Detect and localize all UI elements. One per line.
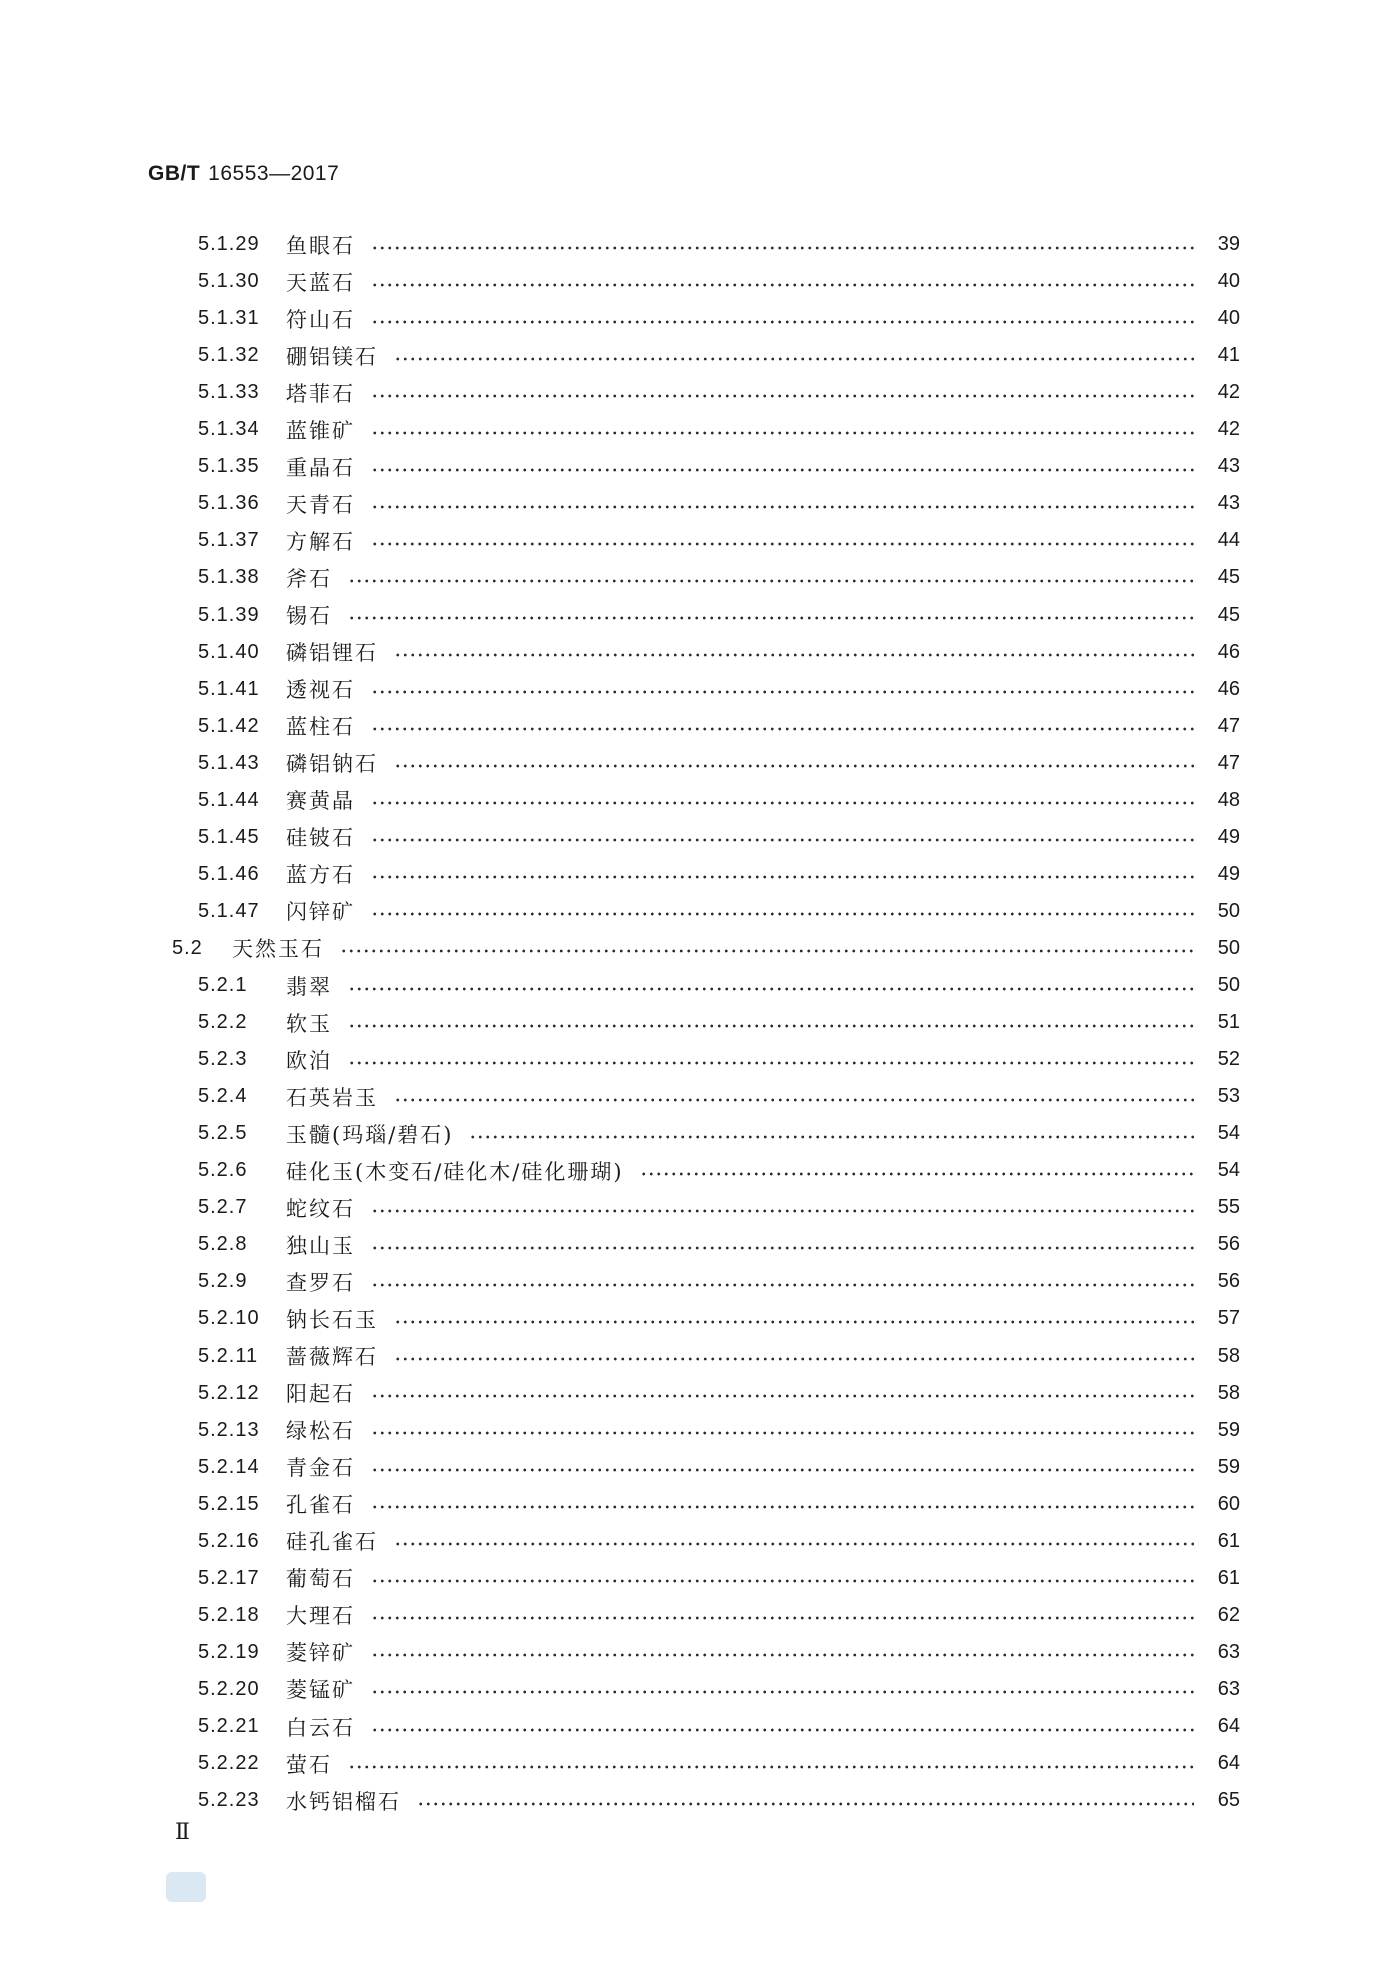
toc-entry[interactable] — [0, 708, 1390, 745]
toc-entry-page: 64 — [1217, 1715, 1240, 1737]
toc-entry-number: 5.2.19 — [198, 1640, 260, 1663]
toc-entry-page: 57 — [1217, 1307, 1240, 1330]
toc-entry-page: 61 — [1217, 1566, 1240, 1589]
toc-entry-title: 蓝柱石 — [286, 715, 355, 740]
toc-entry-title: 天蓝石 — [286, 270, 355, 295]
toc-entry-title: 蓝方石 — [286, 863, 355, 888]
toc-entry-number: 5.2.9 — [198, 1270, 248, 1293]
toc-entry-number: 5.1.29 — [198, 233, 260, 255]
toc-entry-number: 5.1.38 — [198, 566, 260, 589]
dot-leader — [371, 394, 1194, 398]
toc-entry[interactable] — [0, 1782, 1390, 1819]
toc-entry-number: 5.2.15 — [198, 1492, 260, 1515]
toc-entry-page: 40 — [1217, 307, 1240, 330]
toc-entry-title: 白云石 — [286, 1715, 355, 1740]
toc-entry[interactable] — [0, 1263, 1390, 1300]
dot-leader — [371, 1394, 1194, 1398]
dot-leader — [371, 1505, 1194, 1509]
toc-entry-number: 5.2.12 — [198, 1381, 260, 1404]
dot-leader — [640, 1172, 1194, 1176]
dot-leader — [371, 505, 1194, 509]
toc-entry-title: 硅铍石 — [286, 826, 355, 851]
dot-leader — [371, 1468, 1194, 1472]
toc-entry[interactable] — [0, 1486, 1390, 1523]
toc-entry-page: 58 — [1217, 1344, 1240, 1367]
toc-entry-page: 55 — [1217, 1196, 1240, 1219]
toc-entry-title: 塔菲石 — [286, 381, 355, 406]
toc-entry-title: 菱锌矿 — [286, 1641, 355, 1666]
toc-entry[interactable] — [0, 263, 1390, 300]
toc-entry[interactable] — [0, 1560, 1390, 1597]
toc-entry-page: 63 — [1217, 1677, 1240, 1700]
toc-entry-title: 锡石 — [286, 604, 332, 628]
toc-entry-page: 45 — [1217, 603, 1240, 626]
toc-entry[interactable] — [0, 1041, 1390, 1078]
dot-leader — [348, 1765, 1194, 1769]
toc-entry-page: 45 — [1217, 566, 1240, 589]
toc-entry-page: 51 — [1217, 1011, 1240, 1034]
toc-entry-page: 48 — [1217, 788, 1240, 811]
dot-leader — [371, 1690, 1194, 1694]
dot-leader — [371, 1728, 1194, 1732]
toc-entry-number: 5.1.41 — [198, 677, 260, 700]
toc-entry-title: 青金石 — [286, 1456, 355, 1481]
dot-leader — [371, 1579, 1194, 1583]
toc-entry[interactable] — [0, 1078, 1390, 1115]
toc-entry-page: 39 — [1217, 233, 1240, 255]
toc-entry-number: 5.2.7 — [198, 1196, 248, 1219]
toc-entry-number: 5.2.21 — [198, 1715, 260, 1737]
toc-entry-page: 64 — [1217, 1752, 1240, 1775]
toc-entry-page: 56 — [1217, 1270, 1240, 1293]
toc-entry[interactable] — [0, 1745, 1390, 1782]
toc-entry-number: 5.2 — [172, 936, 203, 959]
toc-entry[interactable] — [0, 1300, 1390, 1337]
toc-entry-page: 46 — [1217, 640, 1240, 663]
dot-leader — [371, 542, 1194, 546]
toc-entry-title: 独山玉 — [286, 1233, 355, 1258]
toc-entry[interactable] — [0, 1708, 1390, 1745]
dot-leader — [348, 987, 1194, 991]
toc-entry-page: 59 — [1217, 1418, 1240, 1441]
dot-leader — [371, 1616, 1194, 1620]
dot-leader — [371, 875, 1194, 879]
toc-entry-page: 50 — [1217, 974, 1240, 996]
toc-entry-page: 62 — [1217, 1603, 1240, 1626]
toc-entry-page: 61 — [1217, 1529, 1240, 1552]
toc-entry[interactable] — [0, 1189, 1390, 1226]
dot-leader — [371, 690, 1194, 694]
toc-entry-number: 5.2.14 — [198, 1455, 260, 1478]
toc-entry[interactable] — [0, 1671, 1390, 1708]
dot-leader — [371, 468, 1194, 472]
page-number: Ⅱ — [175, 1820, 190, 1845]
dot-leader — [417, 1802, 1194, 1806]
toc-entry-page: 50 — [1217, 936, 1240, 959]
toc-entry-title: 赛黄晶 — [286, 789, 355, 814]
dot-leader — [394, 357, 1194, 361]
toc-entry-number: 5.1.40 — [198, 640, 260, 663]
dot-leader — [394, 764, 1194, 768]
toc-entry-page: 49 — [1217, 862, 1240, 885]
toc-entry[interactable] — [0, 597, 1390, 634]
toc-entry-title: 菱锰矿 — [286, 1678, 355, 1703]
dot-leader — [394, 1098, 1194, 1102]
toc-entry-number: 5.1.47 — [198, 899, 260, 922]
toc-entry-title: 天然玉石 — [232, 937, 324, 962]
toc-entry-title: 玉髓(玛瑙/碧石) — [286, 1122, 454, 1147]
toc-entry[interactable] — [0, 1412, 1390, 1449]
toc-entry[interactable] — [0, 1634, 1390, 1671]
toc-entry-number: 5.2.8 — [198, 1233, 248, 1256]
toc-entry[interactable] — [0, 671, 1390, 708]
toc-entry-number: 5.2.6 — [198, 1159, 248, 1182]
toc-entry-title: 硅化玉(木变石/硅化木/硅化珊瑚) — [286, 1159, 624, 1184]
dot-leader — [348, 1061, 1194, 1065]
toc-entry-number: 5.2.16 — [198, 1529, 260, 1552]
toc-entry-page: 58 — [1217, 1381, 1240, 1404]
toc-entry-number: 5.2.3 — [198, 1048, 248, 1071]
toc-entry-title: 阳起石 — [286, 1382, 355, 1407]
toc-entry[interactable] — [0, 634, 1390, 671]
toc-entry-title: 蓝锥矿 — [286, 418, 355, 443]
dot-leader — [371, 1283, 1194, 1287]
toc-entry-page: 59 — [1217, 1455, 1240, 1478]
toc-entry[interactable] — [0, 1004, 1390, 1041]
toc-entry[interactable] — [0, 819, 1390, 856]
toc-entry-title: 透视石 — [286, 678, 355, 703]
dot-leader — [371, 431, 1194, 435]
dot-leader — [348, 616, 1194, 620]
toc-entry[interactable] — [0, 930, 1390, 967]
toc-entry-title: 重晶石 — [286, 455, 355, 480]
toc-entry-number: 5.2.11 — [198, 1344, 259, 1367]
toc-entry-number: 5.1.32 — [198, 344, 260, 367]
toc-entry[interactable] — [0, 1523, 1390, 1560]
toc-entry-title: 硼铝镁石 — [286, 344, 378, 369]
toc-entry-title: 水钙铝榴石 — [286, 1789, 401, 1814]
dot-leader — [371, 727, 1194, 731]
toc-entry-page: 40 — [1217, 270, 1240, 293]
dot-leader — [348, 1024, 1194, 1028]
toc-entry[interactable] — [0, 559, 1390, 596]
dot-leader — [394, 653, 1194, 657]
toc-entry[interactable] — [0, 1115, 1390, 1152]
toc-entry-number: 5.1.44 — [198, 788, 260, 811]
toc-entry[interactable] — [0, 1338, 1390, 1375]
toc-entry-page: 65 — [1217, 1789, 1240, 1812]
toc-entry-title: 大理石 — [286, 1604, 355, 1629]
dot-leader — [469, 1135, 1194, 1139]
toc-entry-title: 蔷薇辉石 — [286, 1345, 378, 1369]
toc-entry-number: 5.2.13 — [198, 1418, 260, 1441]
toc-entry-number: 5.2.22 — [198, 1752, 260, 1775]
toc-entry-number: 5.2.4 — [198, 1085, 248, 1108]
toc-entry[interactable] — [0, 856, 1390, 893]
toc-entry-title: 符山石 — [286, 307, 355, 332]
toc-entry[interactable] — [0, 1449, 1390, 1486]
toc-entry-page: 60 — [1217, 1492, 1240, 1515]
toc-entry-number: 5.2.23 — [198, 1789, 260, 1812]
toc-entry-number: 5.1.46 — [198, 862, 260, 885]
toc-entry-page: 42 — [1217, 418, 1240, 441]
toc-entry-page: 54 — [1217, 1159, 1240, 1182]
toc-entry[interactable] — [0, 1226, 1390, 1263]
toc-entry-title: 绿松石 — [286, 1419, 355, 1444]
toc-entry-number: 5.1.34 — [198, 418, 260, 441]
toc-entry-number: 5.1.42 — [198, 714, 260, 737]
toc-entry[interactable] — [0, 782, 1390, 819]
toc-entry[interactable] — [0, 226, 1390, 263]
toc-entry-number: 5.1.31 — [198, 307, 260, 330]
toc-entry-page: 47 — [1217, 714, 1240, 737]
toc-entry-title: 斧石 — [286, 566, 332, 591]
toc-entry-number: 5.1.33 — [198, 381, 260, 404]
toc-entry-title: 软玉 — [286, 1011, 332, 1036]
toc-entry[interactable] — [0, 1375, 1390, 1412]
toc-entry-page: 63 — [1217, 1640, 1240, 1663]
dot-leader — [394, 1357, 1194, 1361]
toc-entry-number: 5.2.5 — [198, 1122, 248, 1145]
toc-entry-title: 欧泊 — [286, 1048, 332, 1073]
toc-entry-title: 闪锌矿 — [286, 900, 355, 925]
toc-entry-title: 磷铝锂石 — [286, 641, 378, 666]
toc-entry-title: 蛇纹石 — [286, 1196, 355, 1221]
toc-entry-number: 5.1.39 — [198, 603, 260, 626]
toc-entry[interactable] — [0, 1152, 1390, 1189]
dot-leader — [371, 283, 1194, 287]
toc-entry-number: 5.2.17 — [198, 1566, 260, 1589]
dot-leader — [371, 246, 1194, 250]
toc-entry-page: 43 — [1217, 455, 1240, 478]
dot-leader — [394, 1320, 1194, 1324]
toc-entry[interactable] — [0, 374, 1390, 411]
toc-entry-number: 5.1.35 — [198, 455, 260, 478]
toc-entry-number: 5.2.18 — [198, 1603, 260, 1626]
dot-leader — [371, 1246, 1194, 1250]
dot-leader — [371, 320, 1194, 324]
toc-entry[interactable] — [0, 522, 1390, 559]
toc-entry-title: 磷铝钠石 — [286, 752, 378, 777]
dot-leader — [371, 1653, 1194, 1657]
toc-entry-page: 56 — [1217, 1233, 1240, 1256]
dot-leader — [371, 801, 1194, 805]
toc-entry-title: 天青石 — [286, 492, 355, 517]
toc-entry-title: 硅孔雀石 — [286, 1530, 378, 1555]
standard-code: GB/T — [148, 162, 201, 185]
toc-entry[interactable] — [0, 485, 1390, 522]
toc-entry-number: 5.1.30 — [198, 270, 260, 293]
toc-entry-page: 47 — [1217, 751, 1240, 774]
dot-leader — [340, 949, 1194, 953]
toc-entry-page: 49 — [1217, 825, 1240, 848]
dot-leader — [371, 912, 1194, 916]
toc-entry[interactable] — [0, 967, 1390, 1004]
toc-entry[interactable] — [0, 745, 1390, 782]
document-header — [148, 162, 339, 186]
toc-entry-title: 葡萄石 — [286, 1567, 355, 1592]
toc-entry[interactable] — [0, 411, 1390, 448]
toc-entry-page: 44 — [1217, 529, 1240, 552]
toc-entry-page: 52 — [1217, 1048, 1240, 1071]
toc-entry-page: 41 — [1217, 344, 1240, 367]
toc-entry-title: 翡翠 — [286, 974, 332, 999]
toc-entry-page: 54 — [1217, 1122, 1240, 1145]
toc-entry-page: 43 — [1217, 492, 1240, 515]
toc-entry-title: 钠长石玉 — [286, 1307, 378, 1332]
toc-entry[interactable] — [0, 337, 1390, 374]
toc-entry-page: 46 — [1217, 677, 1240, 700]
toc-entry-number: 5.1.37 — [198, 529, 260, 552]
toc-entry-number: 5.2.20 — [198, 1677, 260, 1700]
dot-leader — [394, 1542, 1194, 1546]
toc-entry-title: 石英岩玉 — [286, 1085, 378, 1110]
toc-entry-number: 5.1.36 — [198, 492, 260, 515]
toc-entry-page: 50 — [1217, 899, 1240, 922]
toc-entry-title: 查罗石 — [286, 1270, 355, 1295]
toc-entry-number: 5.2.10 — [198, 1307, 260, 1330]
dot-leader — [371, 1431, 1194, 1435]
dot-leader — [371, 1209, 1194, 1213]
dot-leader — [348, 579, 1194, 583]
toc-entry[interactable] — [0, 448, 1390, 485]
standard-number: 16553—2017 — [208, 162, 340, 185]
toc-entry-title: 鱼眼石 — [286, 233, 355, 258]
toc-entry-title: 萤石 — [286, 1752, 332, 1777]
toc-entry-number: 5.1.43 — [198, 751, 260, 774]
toc-entry-number: 5.2.2 — [198, 1011, 248, 1034]
dot-leader — [371, 838, 1194, 842]
toc-entry[interactable] — [0, 300, 1390, 337]
toc-entry-page: 42 — [1217, 381, 1240, 404]
toc-entry[interactable] — [0, 893, 1390, 930]
toc-entry-title: 孔雀石 — [286, 1493, 355, 1518]
toc-entry-page: 53 — [1217, 1085, 1240, 1108]
toc-entry-number: 5.2.1 — [198, 974, 248, 996]
toc-entry[interactable] — [0, 1597, 1390, 1634]
publisher-stamp-icon — [166, 1872, 206, 1902]
toc-entry-number: 5.1.45 — [198, 825, 260, 848]
toc-entry-title: 方解石 — [286, 529, 355, 554]
